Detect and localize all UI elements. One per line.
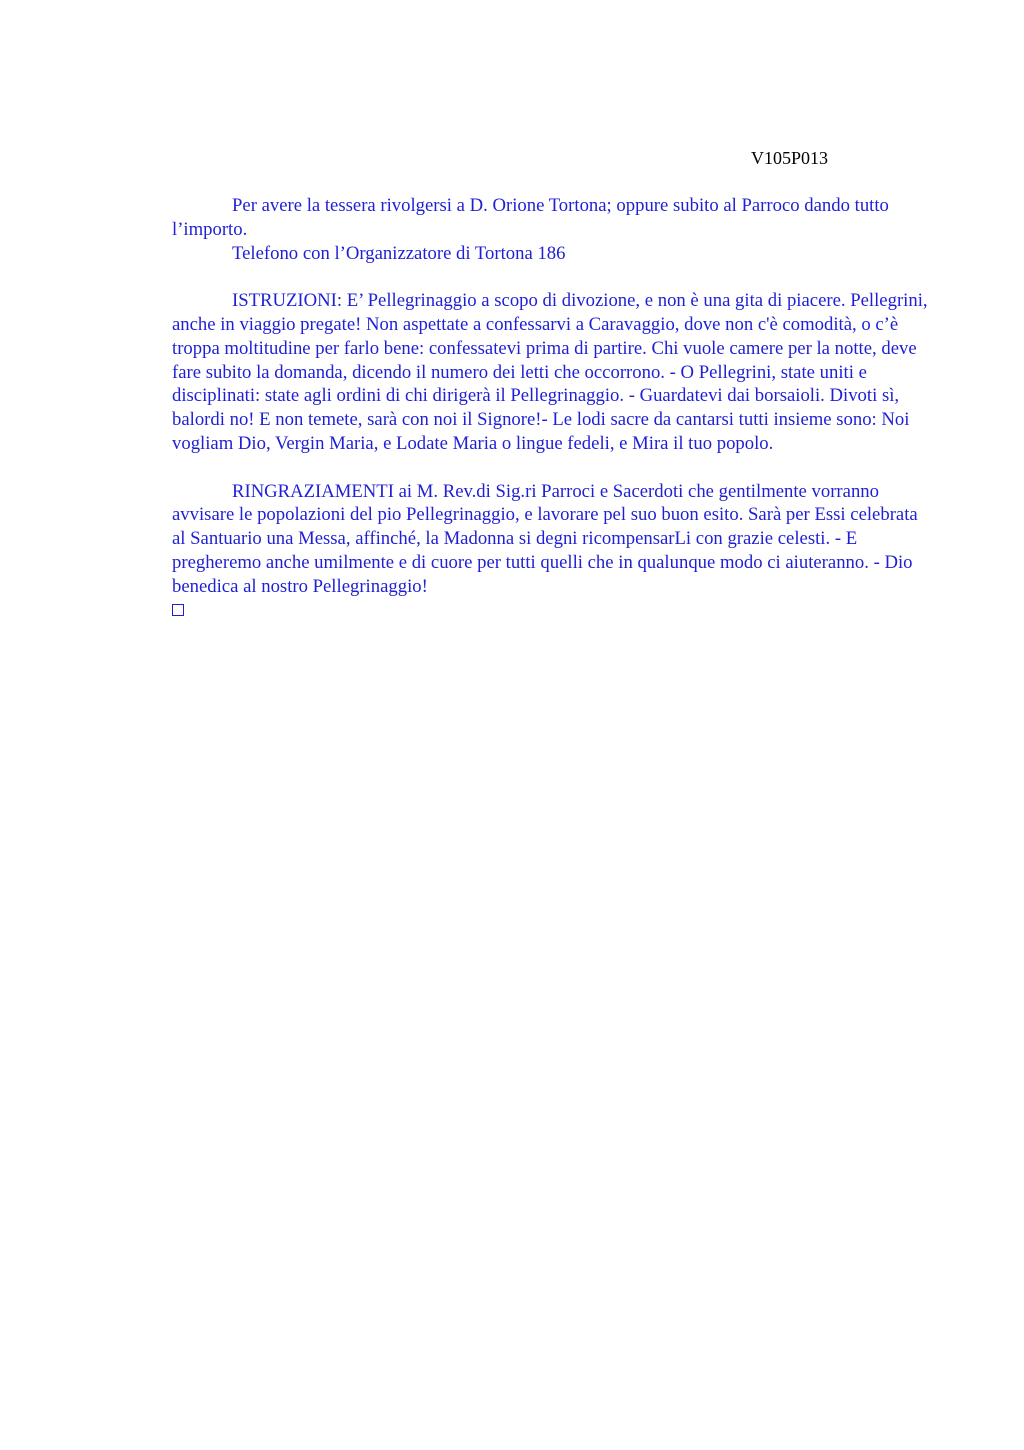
page-code: V105P013 bbox=[751, 148, 829, 168]
paragraph-istruzioni: ISTRUZIONI: E’ Pellegrinaggio a scopo di divozione, e non è una gita di piacere. Pellegrini, anche in viaggio pregate! Non aspettate a confessarvi a Caravaggio, dove non c'è comodità, o c’è troppa moltitudine per farlo bene: confessatevi prima di partire. Chi vuole camere per la notte, deve fare subito la domanda, dicendo il numero dei letti che occorrono. - O Pellegrini, state uniti e disciplinati: state agli ordini di chi dirigerà il Pellegrinaggio. - Guardatevi dai borsaioli. Divoti sì, balordi no! E non temete, sarà con noi il Signore!- Le lodi sacre da cantarsi tutti insieme sono: Noi vogliam Dio, Vergin Maria, e Lodate Maria o lingue fedeli, e Mira il tuo popolo. bbox=[172, 290, 928, 454]
paragraph-telefono: Telefono con l’Organizzatore di Tortona 186 bbox=[232, 242, 566, 264]
square-outline-icon bbox=[172, 604, 184, 616]
paragraph-gap bbox=[172, 265, 932, 289]
paragraph-ringraziamenti: RINGRAZIAMENTI ai M. Rev.di Sig.ri Parroci e Sacerdoti che gentilmente vorranno avvisare le popolazioni del pio Pellegrinaggio, e lavorare pel suo buon esito. Sarà per Essi celebrata al Santuario una Messa, affinché, la Madonna si degni ricompensarLi con grazie celesti. - E pregheremo anche umilmente e di cuore per tutti quelli che in qualunque modo ci aiuteranno. - Dio benedica al nostro Pellegrinaggio! bbox=[172, 480, 918, 597]
document-body bbox=[172, 194, 932, 622]
paragraph-gap bbox=[172, 456, 932, 480]
paragraph-tessera: Per avere la tessera rivolgersi a D. Orione Tortona; oppure subito al Parroco dando tutto l’importo. bbox=[172, 195, 889, 240]
